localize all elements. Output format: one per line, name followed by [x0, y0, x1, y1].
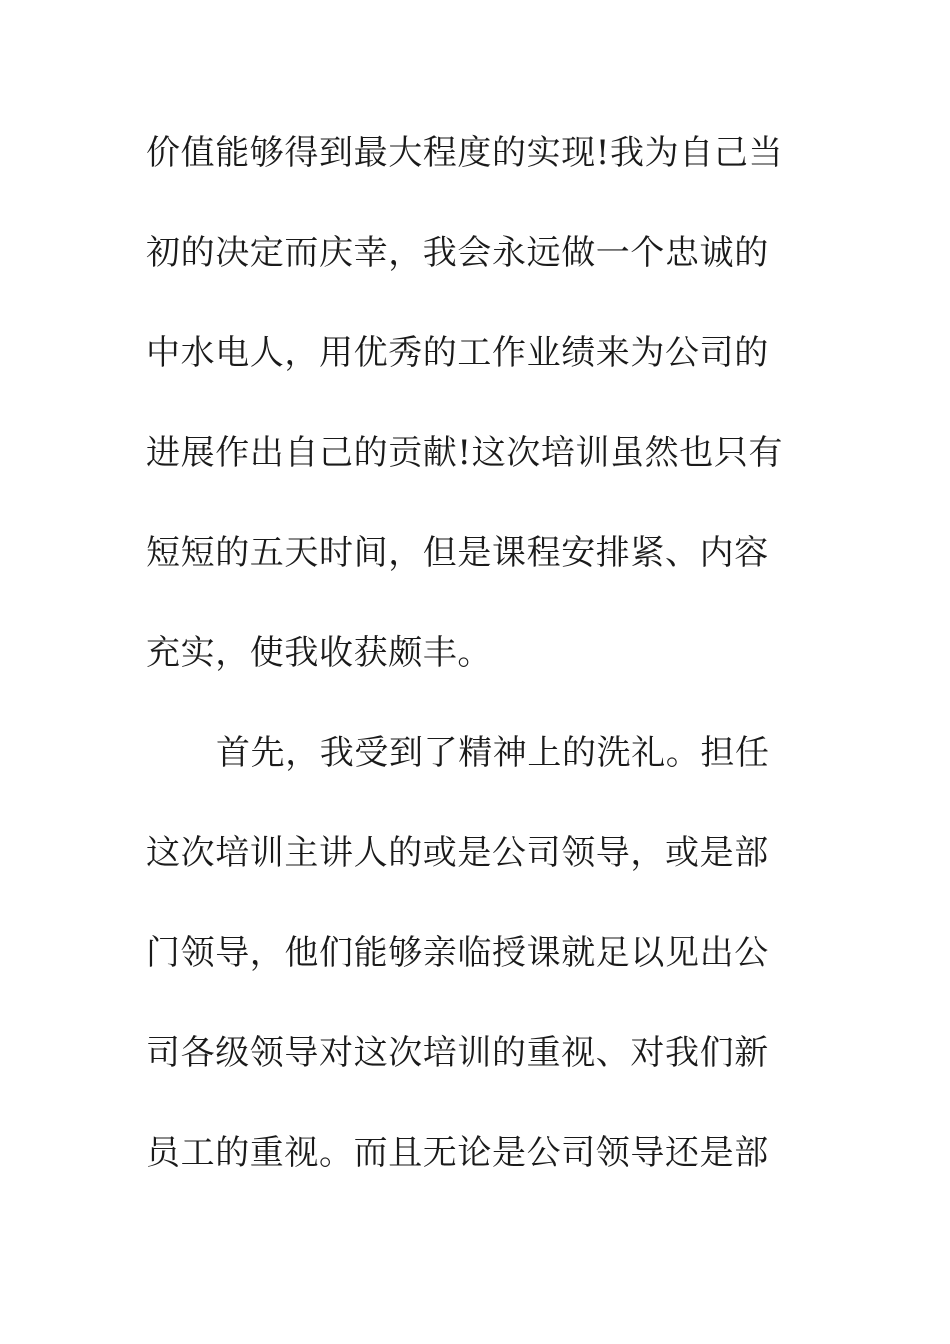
- text-line: 进展作出自己的贡献!这次培训虽然也只有: [146, 433, 784, 473]
- paragraph-start-line: 首先，我受到了精神上的洗礼。担任: [216, 733, 770, 773]
- text-line: 这次培训主讲人的或是公司领导，或是部: [146, 833, 769, 873]
- text-line: 价值能够得到最大程度的实现!我为自己当: [146, 133, 784, 173]
- text-line: 司各级领导对这次培训的重视、对我们新: [146, 1033, 769, 1073]
- text-line: 初的决定而庆幸，我会永远做一个忠诚的: [146, 233, 769, 273]
- text-line: 短短的五天时间，但是课程安排紧、内容: [146, 533, 769, 573]
- text-line: 员工的重视。而且无论是公司领导还是部: [146, 1133, 769, 1173]
- text-line: 充实，使我收获颇丰。: [146, 633, 492, 673]
- text-line: 中水电人，用优秀的工作业绩来为公司的: [146, 333, 769, 373]
- text-line: 门领导，他们能够亲临授课就足以见出公: [146, 933, 769, 973]
